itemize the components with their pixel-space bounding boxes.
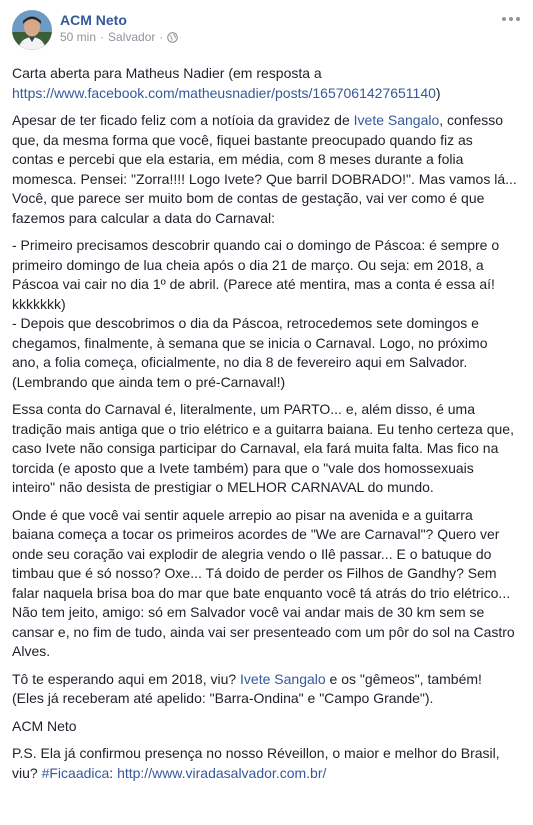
- post-header: [12, 10, 521, 64]
- globe-icon[interactable]: [167, 32, 178, 43]
- text: Carta aberta para Matheus Nadier (em resposta a: [12, 65, 322, 81]
- text: - Depois que descobrimos o dia da Páscoa, retrocedemos sete domingos e chegamos, finalmente, à semana que se inicia o Carnaval. Logo, no próximo ano, a folia começa, oficialmente, no dia 8 de fevereiro aqui em Salvador. (Lembrando que ainda tem o pré-Carnaval!): [12, 315, 488, 390]
- text: Tô te esperando aqui em 2018, viu?: [12, 670, 241, 687]
- paragraph-3: Essa conta do Carnaval é, literalmente, um PARTO... e, além disso, é uma tradição mais antiga que o trio elétrico e a guitarra baiana. Eu tenho certeza que, caso Ivete não consiga participar do Carnaval, ela fará muita falta. Mas fico na torcida (e aposto que a Ivete também) para que o "vale dos homossexuais inteiro" não desista de prestigiar o MELHOR CARNAVAL do mundo.: [12, 401, 514, 495]
- virada-salvador-link[interactable]: http://www.viradasalvador.com.br/: [117, 764, 327, 781]
- text: e os "gêmeos", também! (Eles já receberam até apelido: "Barra-Ondina" e "Campo Grande").: [12, 670, 482, 706]
- paragraph-4: Onde é que você vai sentir aquele arrepio ao pisar na avenida e a guitarra baiana começa a tocar os primeiros acordes de "We are Carnaval"? Quero ver onde seu coração vai explodir de alegria vendo o Ilê passar... E o batuque do timbau que é só nosso? Oxe... Tá doido de perder os Filhos de Gandhy? Sem falar naquela brisa boa do mar que bate enquanto você tá atrás do trio elétrico... Não tem jeito, amigo: só em Salvador você vai andar mais de 30 km sem se cansar e, no fim de tudo, ainda vai ser presenteado com um pôr do sol na Castro Alves.: [12, 506, 515, 659]
- text: :: [109, 764, 118, 781]
- avatar[interactable]: [12, 10, 52, 50]
- text: Apesar de ter ficado feliz com a notíoia da gravidez de: [12, 112, 354, 128]
- post-time[interactable]: 50 min: [60, 30, 97, 44]
- author-name[interactable]: ACM Neto: [60, 12, 127, 28]
- mention-ivete-sangalo[interactable]: Ivete Sangalo: [353, 112, 440, 128]
- dot: [509, 17, 513, 21]
- text: P.S. Ela já confirmou presença no nosso Réveillon, o maior e melhor do Brasil, viu?: [12, 745, 500, 781]
- paragraph-1: [12, 111, 517, 228]
- facebook-post-link[interactable]: https://www.facebook.com/matheusnadier/posts/1657061427651140: [12, 84, 436, 101]
- paragraph-signature: ACM Neto: [12, 717, 77, 734]
- mention-ivete-sangalo[interactable]: Ivete Sangalo: [240, 670, 326, 687]
- dot: [516, 17, 520, 21]
- meta-separator: ·: [159, 30, 164, 44]
- post-body: [12, 64, 521, 783]
- text: - Primeiro precisamos descobrir quando cai o domingo de Páscoa: é sempre o primeiro domingo de lua cheia após o dia 21 de março. Ou seja: em 2018, a Páscoa vai cair no dia 1º de abril. (Parece até mentira, mas a conta é essa aí! kkkkkkk): [12, 237, 500, 312]
- meta-separator: ·: [100, 30, 105, 44]
- paragraph-5: [12, 670, 517, 709]
- text: ): [435, 84, 441, 101]
- post-meta: [60, 10, 501, 45]
- paragraph-ps: [12, 744, 517, 783]
- more-options-icon[interactable]: [501, 12, 521, 26]
- post-location[interactable]: Salvador: [108, 30, 156, 44]
- paragraph-intro: [12, 64, 517, 103]
- hashtag-ficaadica[interactable]: #Ficaadica: [41, 764, 110, 781]
- dot: [502, 17, 506, 21]
- post-subline: [60, 29, 501, 45]
- avatar-image: [12, 10, 52, 50]
- text: , confesso que, da mesma forma que você, fiquei bastante preocupado quando fiz as contas e percebi que ela estaria, em média, com 8 meses durante a folia momesca. Pensei: "Zorra!!!! Logo Ivete? Que barril DOBRADO!". Mas vamos lá... Você, que parece ser muito bom de contas de gestação, vai ver como é que fazemos para calcular a data do Carnaval:: [12, 112, 517, 226]
- paragraph-2: [12, 236, 517, 392]
